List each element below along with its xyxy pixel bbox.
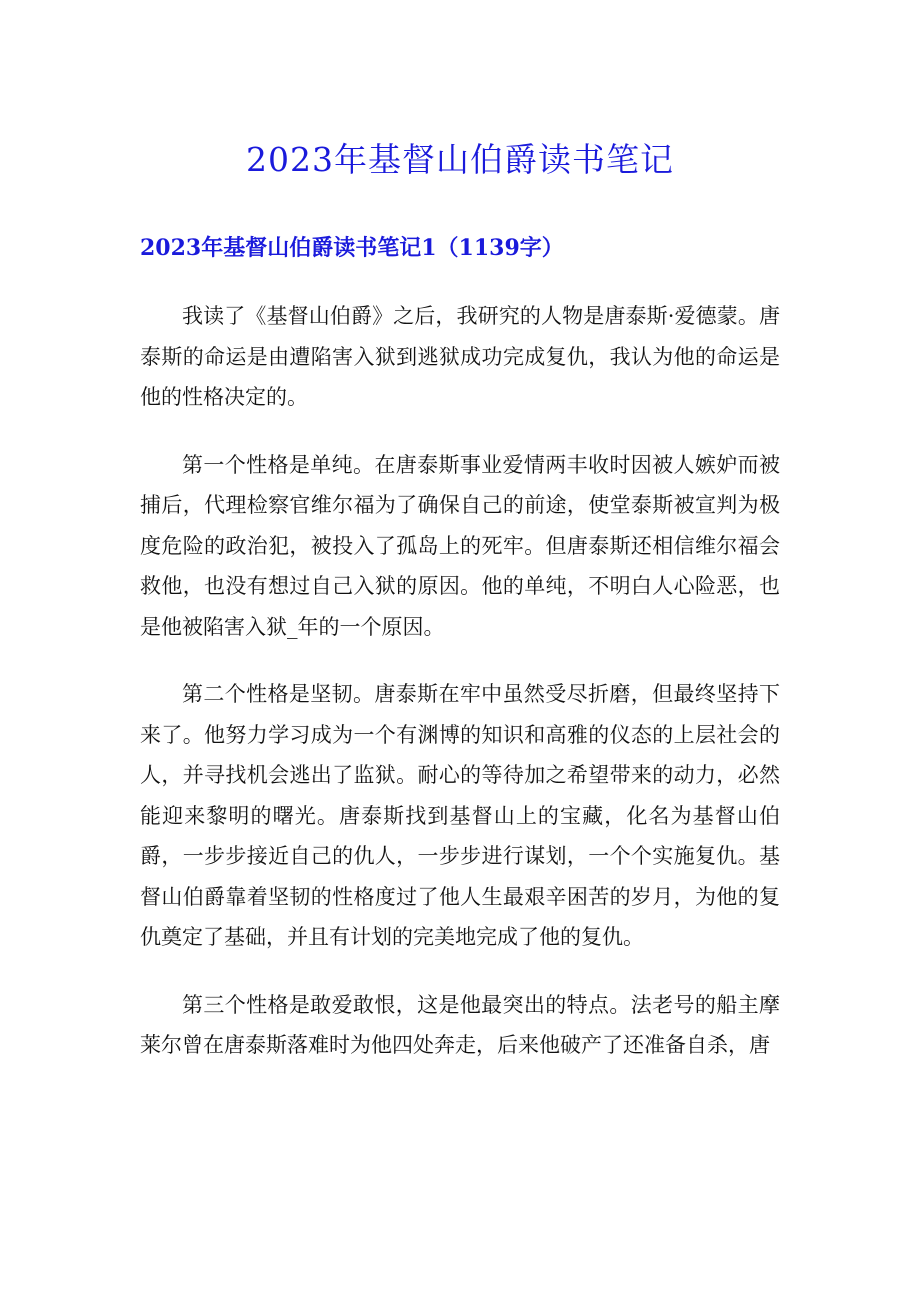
paragraph-2: 第一个性格是单纯。在唐泰斯事业爱情两丰收时因被人嫉妒而被捕后，代理检察官维尔福为了确保自己的前途，使堂泰斯被宣判为极度危险的政治犯，被投入了孤岛上的死牢。但唐泰斯还相信维尔福会救他，也没有想过自己入狱的原因。他的单纯，不明白人心险恶，也是他被陷害入狱_年的一个原因。 xyxy=(140,452,780,639)
paragraph-4: 第三个性格是敢爱敢恨，这是他最突出的特点。法老号的船主摩莱尔曾在唐泰斯落难时为他四处奔走，后来他破产了还准备自杀，唐 xyxy=(140,992,780,1057)
document-title: 2023年基督山伯爵读书笔记 xyxy=(246,140,674,179)
paragraph-1: 我读了《基督山伯爵》之后，我研究的人物是唐泰斯·爱德蒙。唐泰斯的命运是由遭陷害入狱到逃狱成功完成复仇，我认为他的命运是他的性格决定的。 xyxy=(140,304,780,409)
paragraph-3: 第二个性格是坚韧。唐泰斯在牢中虽然受尽折磨，但最终坚持下来了。他努力学习成为一个有渊博的知识和高雅的仪态的上层社会的人，并寻找机会逃出了监狱。耐心的等待加之希望带来的动力，必然能迎来黎明的曙光。唐泰斯找到基督山上的宝藏，化名为基督山伯爵，一步步接近自己的仇人，一步步进行谋划，一个个实施复仇。基督山伯爵靠着坚韧的性格度过了他人生最艰辛困苦的岁月，为他的复仇奠定了基础，并且有计划的完美地完成了他的复仇。 xyxy=(140,682,780,949)
section-heading: 2023年基督山伯爵读书笔记1（1139字） xyxy=(140,235,564,261)
document-body xyxy=(140,296,780,1093)
